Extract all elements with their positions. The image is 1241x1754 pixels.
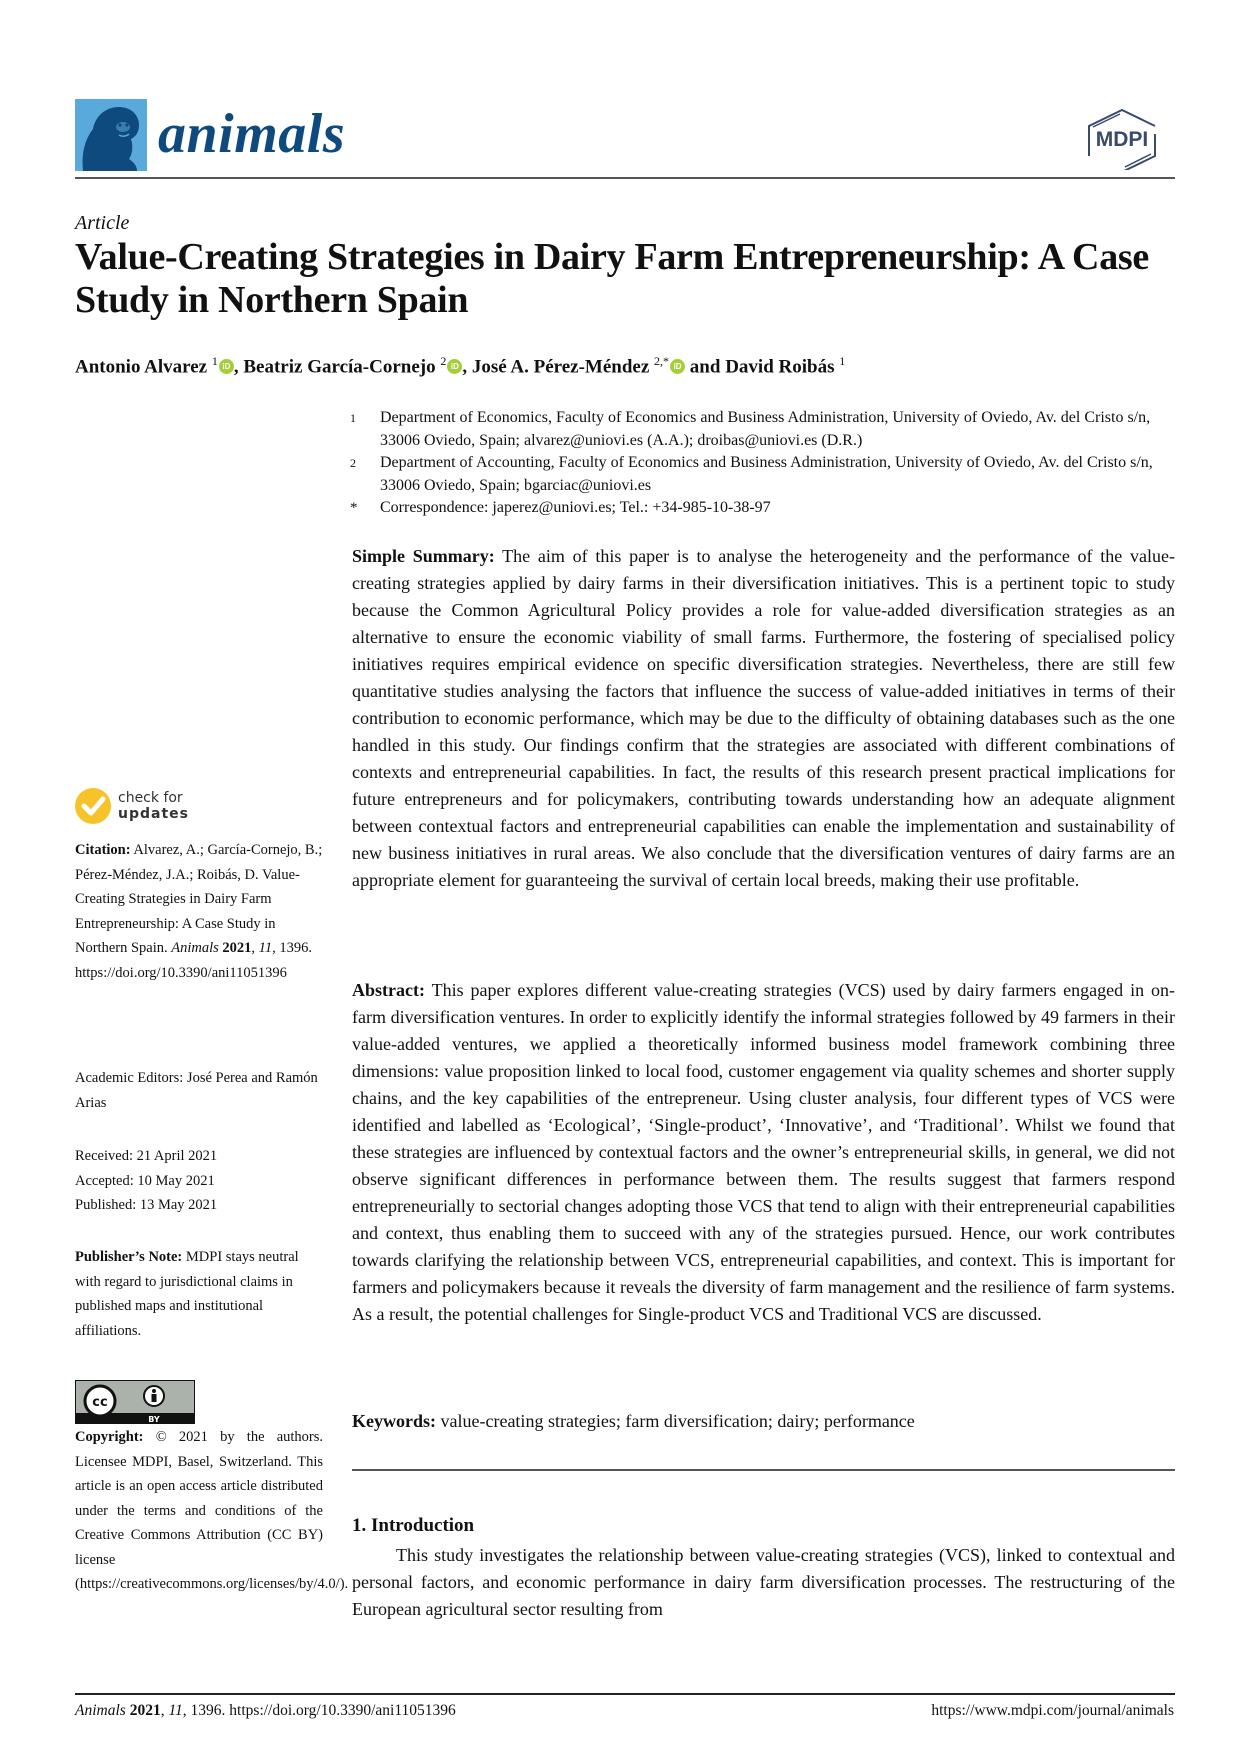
academic-editors: Academic Editors: José Perea and Ramón Arias xyxy=(75,1070,318,1111)
citation: Citation: Alvarez, A.; García-Cornejo, B.; Pérez-Méndez, J.A.; Roibás, D. Value-Creating Strategies in Dairy Farm Entrepreneurship: A Case Study in Northern Spain. Animals 2021, 11, 1396. https://doi.org/10.3390/ani11051396 xyxy=(75,842,323,981)
affiliations xyxy=(350,407,1180,520)
svg-text:cc: cc xyxy=(92,1395,108,1410)
citation-text: Alvarez, A.; García-Cornejo, B.; Pérez-Méndez, J.A.; Roibás, D. Value-Creating Strategies in Dairy Farm Entrepreneurship: A Case Study in Northern Spain. xyxy=(75,842,323,956)
copyright-label: Copyright: xyxy=(75,1429,144,1445)
accepted-date: Accepted: 10 May 2021 xyxy=(75,1172,215,1189)
affiliation-text: Department of Economics, Faculty of Economics and Business Administration, University of Oviedo, Av. del Cristo s/n, 33006 Oviedo, Spain; alvarez@uniovi.es (A.A.); droibas@uniovi.es (D.R.) xyxy=(380,409,1151,449)
footer-doi[interactable]: , 1396. https://doi.org/10.3390/ani11051396 xyxy=(182,1702,456,1719)
orcid-icon[interactable]: iD xyxy=(670,359,685,374)
introduction-paragraph: This study investigates the relationship between value-creating strategies (VCS), linked to contextual and personal factors, and economic performance in dairy farm diversification processes. The restructuring of the European agricultural sector resulting from xyxy=(352,1545,1175,1619)
author-affil-mark: 1 xyxy=(839,354,846,368)
affiliation-mark: * xyxy=(350,500,358,516)
footer-journal-url[interactable]: https://www.mdpi.com/journal/animals xyxy=(931,1702,1174,1719)
author-name: Beatriz García-Cornejo xyxy=(243,356,436,378)
keywords-label: Keywords: xyxy=(352,1411,436,1431)
simple-summary xyxy=(352,543,1175,894)
article-type: Article xyxy=(75,212,130,234)
footer-journal: Animals xyxy=(75,1702,126,1719)
check-updates-line1: check for xyxy=(118,790,183,806)
affiliation-item xyxy=(350,452,1180,497)
author-name: David Roibás xyxy=(725,356,835,378)
svg-text:BY: BY xyxy=(148,1415,160,1423)
orcid-icon[interactable]: iD xyxy=(447,359,462,374)
author-affil-mark: 2 xyxy=(440,354,447,368)
publication-dates xyxy=(75,1144,323,1218)
section-heading: 1. Introduction xyxy=(352,1515,475,1536)
article-title: Value-Creating Strategies in Dairy Farm Entrepreneurship: A Case Study in Northern Spain xyxy=(75,236,1149,321)
footer-volume: 11 xyxy=(168,1702,183,1719)
simple-summary-text: The aim of this paper is to analyse the heterogeneity and the performance of the value-creating strategies applied by dairy farms in their diversification initiatives. This is a pertinent topic to study because the Common Agricultural Policy provides a role for value-added diversification strategies as an alternative to ensure the economic viability of small farms. Furthermore, the fostering of specialised policy initiatives requires empirical evidence on specific diversification strategies. Nevertheless, there are still few quantitative studies analysing the factors that influence the success of value-added initiatives in terms of their contribution to economic performance, which may be due to the difficulty of obtaining databases such as the one handled in this study. Our findings confirm that the strategies are associated with different combinations of contexts and entrepreneurial capabilities. In fact, the results of this research present practical implications for future entrepreneurs and for policymakers, contributing towards understanding how an adequate alignment between contextual factors and entrepreneurial capabilities can enable the implementation and sustainability of new business initiatives in rural areas. We also conclude that the diversification ventures of dairy farms are an appropriate element for guaranteeing the survival of certain local breeds, making their use profitable. xyxy=(352,546,1175,890)
copyright-text: © 2021 by the authors. Licensee MDPI, Basel, Switzerland. This article is an open access article distributed under the terms and conditions of the Creative Commons Attribution (CC BY) license (https://creativecommons.org/licenses/by/4.0/). xyxy=(75,1429,349,1592)
section-divider xyxy=(352,1469,1175,1471)
check-for-updates-button[interactable] xyxy=(75,788,189,824)
affiliation-text: Department of Accounting, Faculty of Economics and Business Administration, University of Oviedo, Av. del Cristo s/n, 33006 Oviedo, Spain; bgarciac@uniovi.es xyxy=(380,454,1153,494)
citation-volume: 11 xyxy=(258,940,273,956)
citation-label: Citation: xyxy=(75,842,131,858)
orcid-icon[interactable]: iD xyxy=(219,359,234,374)
author-name: Antonio Alvarez xyxy=(75,356,208,378)
keywords xyxy=(352,1408,1175,1435)
citation-doi[interactable]: 1396. https://doi.org/10.3390/ani11051396 xyxy=(75,940,312,981)
publishers-note-text: MDPI stays neutral with regard to jurisdictional claims in published maps and institutional affiliations. xyxy=(75,1249,299,1339)
citation-year: 2021 xyxy=(222,940,252,956)
journal-name: animals xyxy=(158,103,346,165)
author-name: José A. Pérez-Méndez xyxy=(471,356,650,378)
author-affil-mark: 1 xyxy=(211,354,218,368)
author-affil-mark: 2,* xyxy=(654,354,670,368)
footer-divider xyxy=(75,1693,1175,1695)
abstract xyxy=(352,977,1175,1328)
simple-summary-label: Simple Summary: xyxy=(352,546,495,566)
author-connector: and xyxy=(689,356,721,378)
correspondence-text: Correspondence: japerez@uniovi.es; Tel.: +34-985-10-38-97 xyxy=(380,499,771,516)
mdpi-logo xyxy=(1075,108,1170,170)
correspondence xyxy=(350,497,1180,520)
abstract-text: This paper explores different value-creating strategies (VCS) used by dairy farmers engaged in on-farm diversification ventures. In order to explicitly identify the informal strategies followed by 49 farmers in their value-added ventures, we applied a theoretically informed business model framework combining three dimensions: value proposition linked to local food, customer engagement via quality schemes and shorter supply chains, and the key capabilities of the entrepreneur. Using cluster analysis, four different types of VCS were identified and labelled as ‘Ecological’, ‘Single-product’, ‘Innovative’, and ‘Traditional’. Whilst we found that these strategies are influenced by contextual factors and the owner’s entrepreneurial skills, in general, we did not observe significant differences in performance between them. The results suggest that farmers respond entrepreneurially to sectorial changes adopting those VCS that tend to align with their entrepreneurial capabilities and context, thus enabling them to succeed with any of the strategies pursued. Hence, our work contributes towards clarifying the relationship between VCS, entrepreneurial capabilities, and context. This is important for farmers and policymakers because it reveals the diversity of farm management and the resilience of farm systems. As a result, the potential challenges for Single-product VCS and Traditional VCS are discussed. xyxy=(352,980,1175,1324)
publisher-name: MDPI xyxy=(1095,128,1149,151)
author-list: Antonio Alvarez $^1$ iD , Beatriz García-Cornejo $^2$ iD , José A. Pérez-Méndez $^{2,*}$ iD and David Roibás $^1$ xyxy=(75,354,846,378)
received-date: Received: 21 April 2021 xyxy=(75,1148,218,1164)
abstract-label: Abstract: xyxy=(352,980,425,1000)
affiliation-mark: 1 xyxy=(350,411,356,425)
chimpanzee-icon xyxy=(75,99,147,171)
cc-by-license-badge[interactable] xyxy=(75,1380,195,1424)
header-divider xyxy=(75,177,1175,179)
check-updates-line2: updates xyxy=(118,806,189,822)
publishers-note-label: Publisher’s Note: xyxy=(75,1249,183,1265)
affiliation-mark: 2 xyxy=(350,456,356,470)
publishers-note xyxy=(75,1245,323,1343)
published-date: Published: 13 May 2021 xyxy=(75,1197,218,1213)
citation-journal: Animals xyxy=(171,940,219,956)
keywords-text: value-creating strategies; farm diversification; dairy; performance xyxy=(440,1411,915,1431)
journal-logo xyxy=(75,99,147,171)
affiliation-item xyxy=(350,407,1180,452)
copyright-notice xyxy=(75,1425,349,1597)
footer-citation: Animals 2021, 11, 1396. https://doi.org/10.3390/ani11051396 xyxy=(75,1702,456,1719)
checkmark-icon xyxy=(75,788,111,824)
footer-year: 2021 xyxy=(129,1702,161,1719)
